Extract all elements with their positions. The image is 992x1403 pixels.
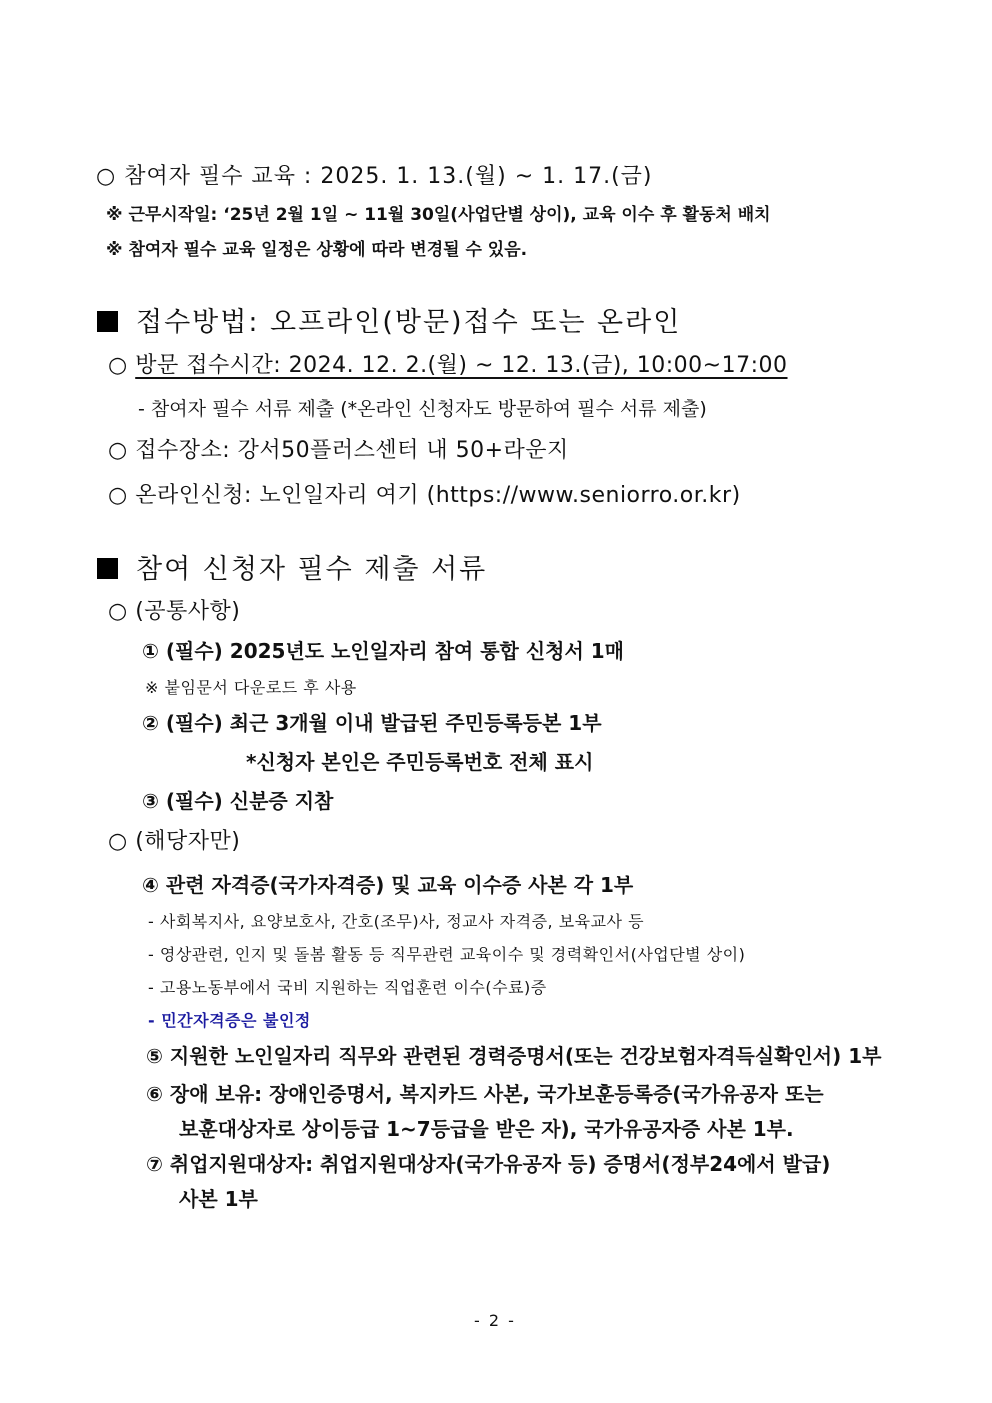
document-item-7-line-2: 사본 1부 [179,1187,258,1211]
section-heading-required-documents [97,556,487,583]
document-item-2: ② (필수) 최근 3개월 이내 발급된 주민등록등본 1부 [142,711,602,735]
training-schedule-line: ○ 참여자 필수 교육 : 2025. 1. 13.(월) ~ 1. 17.(금) [96,164,653,189]
visit-hours-line [108,355,788,377]
online-application-line: ○ 온라인신청: 노인일자리 여기 (https://www.seniorro.or.kr) [108,483,741,508]
document-item-5: ⑤ 지원한 노인일자리 직무와 관련된 경력증명서(또는 건강보험자격득실확인서) 1부 [146,1044,882,1068]
black-square-bullet-icon [97,311,118,332]
item-4-detail-3: - 고용노동부에서 국비 지원하는 직업훈련 이수(수료)증 [148,978,547,997]
document-item-1-note: ※ 붙임문서 다운로드 후 사용 [145,678,357,697]
black-square-bullet-icon [97,558,118,579]
visit-hours-text: 방문 접수시간: 2024. 12. 2.(월) ~ 12. 13.(금), 10:00~17:00 [135,353,788,378]
reception-place-line: ○ 접수장소: 강서50플러스센터 내 50+라운지 [108,438,569,463]
item-4-detail-1: - 사회복지사, 요양보호사, 간호(조무)사, 정교사 자격증, 보육교사 등 [148,912,645,931]
heading-text: 참여 신청자 필수 제출 서류 [136,554,488,585]
visit-documents-note: - 참여자 필수 서류 제출 (*온라인 신청자도 방문하여 필수 서류 제출) [138,398,707,420]
item-4-detail-2: - 영상관련, 인지 및 돌봄 활동 등 직무관련 교육이수 및 경력확인서(사업단별 상이) [148,945,746,964]
section-heading-application-method [97,309,681,336]
page-number: - 2 - [474,1311,516,1330]
applicable-items-label: ○ (해당자만) [108,829,241,854]
heading-text: 접수방법: 오프라인(방문)접수 또는 온라인 [136,307,682,338]
document-item-2-note: *신청자 본인은 주민등록번호 전체 표시 [246,750,594,774]
document-item-6-line-2: 보훈대상자로 상이등급 1~7등급을 받은 자), 국가유공자증 사본 1부. [179,1117,794,1141]
document-item-3: ③ (필수) 신분증 지참 [142,789,334,813]
document-item-1: ① (필수) 2025년도 노인일자리 참여 통합 신청서 1매 [142,639,624,663]
work-start-note: ※ 근무시작일: ‘25년 2월 1일 ~ 11월 30일(사업단별 상이), 교육 이수 후 활동처 배치 [106,205,771,225]
document-item-7-line-1: ⑦ 취업지원대상자: 취업지원대상자(국가유공자 등) 증명서(정부24에서 발급) [146,1152,831,1176]
item-4-detail-4-private-certs: - 민간자격증은 불인정 [148,1011,311,1030]
document-item-4: ④ 관련 자격증(국가자격증) 및 교육 이수증 사본 각 1부 [142,873,634,897]
circle-bullet: ○ [108,353,128,378]
schedule-change-note: ※ 참여자 필수 교육 일정은 상황에 따라 변경될 수 있음. [106,240,528,260]
document-item-6-line-1: ⑥ 장애 보유: 장애인증명서, 복지카드 사본, 국가보훈등록증(국가유공자 또는 [146,1082,824,1106]
common-items-label: ○ (공통사항) [108,599,241,624]
